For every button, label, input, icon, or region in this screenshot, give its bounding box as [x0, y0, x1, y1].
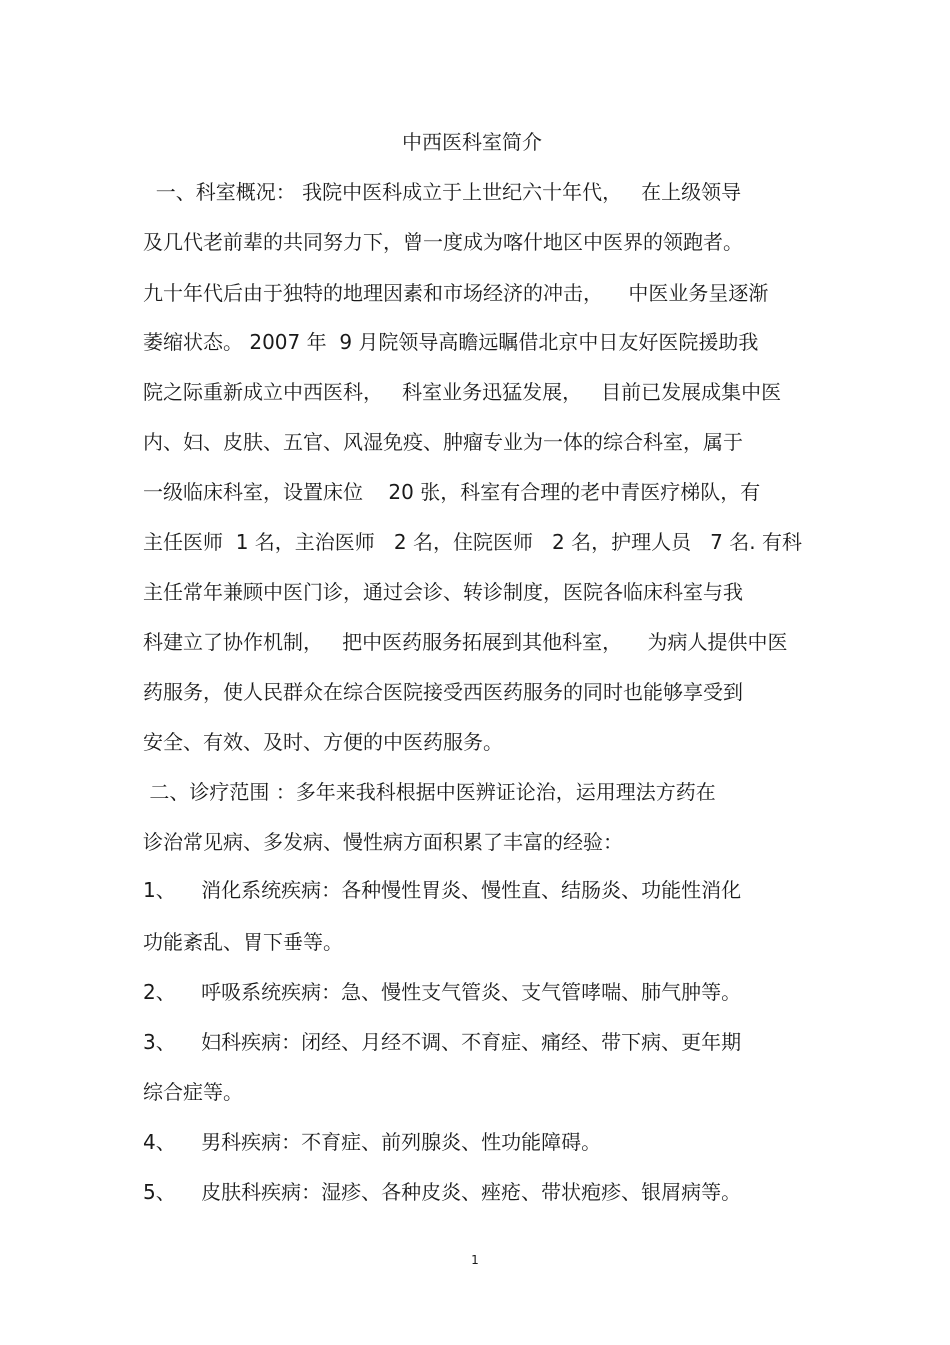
paragraph-line: 院之际重新成立中西医科， 科室业务迅猛发展， 目前已发展成集中医	[143, 380, 782, 404]
paragraph-line: 九十年代后由于独特的地理因素和市场经济的冲击， 中医业务呈逐渐	[143, 281, 769, 305]
list-item: 4、 男科疾病：不育症、前列腺炎、性功能障碍。	[143, 1130, 602, 1154]
list-item: 5、 皮肤科疾病：湿疹、各种皮炎、痤疮、带状疱疹、银屑病等。	[143, 1180, 742, 1204]
paragraph-line: 主任医师 1 名，主治医师 2 名，住院医师 2 名，护理人员 7 名. 有科	[143, 530, 802, 554]
paragraph-line: 主任常年兼顾中医门诊，通过会诊、转诊制度，医院各临床科室与我	[143, 580, 743, 604]
list-item-continuation: 综合症等。	[143, 1080, 243, 1104]
paragraph-line: 药服务，使人民群众在综合医院接受西医药服务的同时也能够享受到	[143, 680, 743, 704]
paragraph-line: 诊治常见病、多发病、慢性病方面积累了丰富的经验：	[143, 830, 623, 854]
page-number: 1	[471, 1253, 479, 1267]
paragraph-line: 安全、有效、及时、方便的中医药服务。	[143, 730, 503, 754]
paragraph-line: 一、科室概况： 我院中医科成立于上世纪六十年代， 在上级领导	[143, 180, 742, 204]
paragraph-line: 科建立了协作机制， 把中医药服务拓展到其他科室， 为病人提供中医	[143, 630, 788, 654]
paragraph-line: 二、诊疗范围 ：多年来我科根据中医辨证论治，运用理法方药在	[143, 780, 716, 804]
list-item: 2、 呼吸系统疾病：急、慢性支气管炎、支气管哮喘、肺气肿等。	[143, 980, 742, 1004]
paragraph-line: 内、妇、皮肤、五官、风湿免疫、肿瘤专业为一体的综合科室，属于	[143, 430, 743, 454]
paragraph-line: 萎缩状态。 2007 年 9 月院领导高瞻远瞩借北京中日友好医院援助我	[143, 330, 759, 354]
list-item-continuation: 功能紊乱、胃下垂等。	[143, 930, 343, 954]
document-title: 中西医科室简介	[402, 130, 542, 154]
list-item: 1、 消化系统疾病：各种慢性胃炎、慢性直、结肠炎、功能性消化	[143, 878, 742, 902]
list-item: 3、 妇科疾病：闭经、月经不调、不育症、痛经、带下病、更年期	[143, 1030, 742, 1054]
paragraph-line: 一级临床科室，设置床位 20 张，科室有合理的老中青医疗梯队，有	[143, 480, 761, 504]
paragraph-line: 及几代老前辈的共同努力下，曾一度成为喀什地区中医界的领跑者。	[143, 230, 743, 254]
